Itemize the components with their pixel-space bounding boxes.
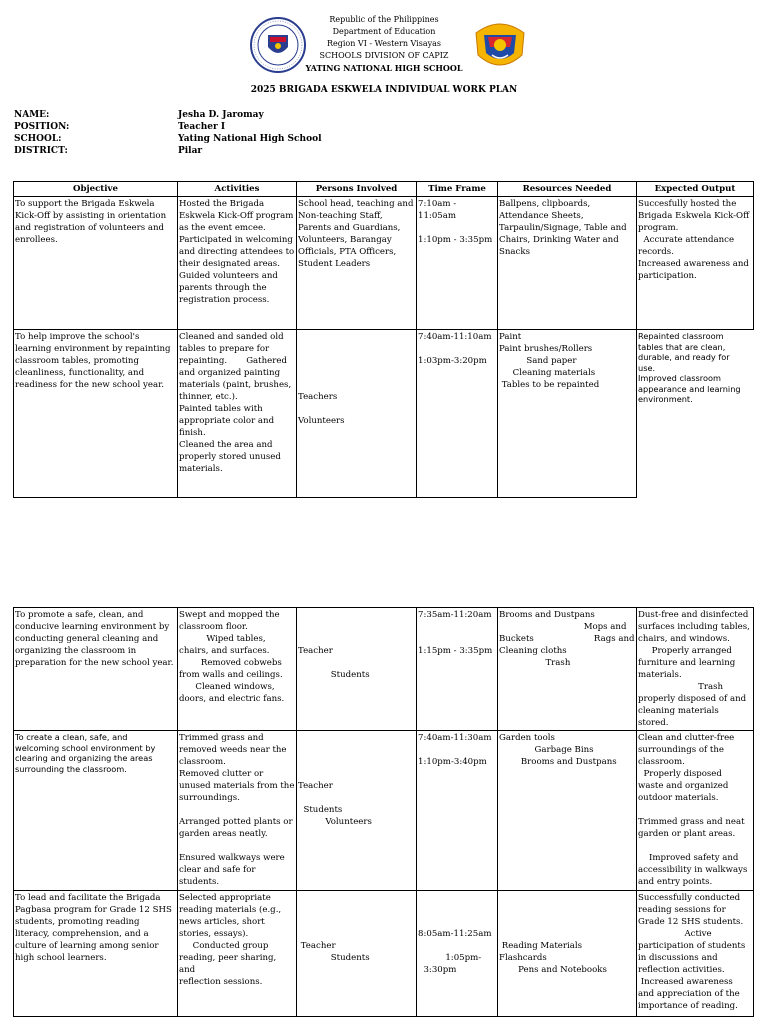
cell-line: Improved safety and (638, 853, 739, 863)
cell-line: Non-teaching Staff, (298, 211, 383, 221)
school-value: Yating National High School (178, 134, 322, 144)
cell-line: in discussions and (638, 953, 718, 963)
header-region: Region VI - Western Visayas (326, 39, 442, 48)
cell-line: Flashcards (499, 953, 547, 963)
cell-line: Clean and clutter-free (638, 733, 735, 743)
cell-line: conducting general cleaning and (15, 634, 159, 644)
cell-line: Swept and mopped the (179, 610, 280, 620)
activities-cell (178, 197, 297, 330)
cell-line: unused materials from the (179, 781, 295, 791)
cell-line (298, 621, 415, 633)
cell-line (179, 840, 295, 852)
cell-line: stored. (638, 718, 669, 728)
output-cell (637, 608, 754, 731)
cell-line: Garbage Bins (499, 745, 594, 755)
cell-line: Chairs, Drinking Water and (499, 235, 619, 245)
cell-line (298, 892, 415, 904)
cell-line (418, 222, 496, 234)
header-resources-needed: Resources Needed (498, 182, 637, 197)
activities-cell (178, 891, 297, 1017)
cell-line: removed weeds near the (179, 745, 287, 755)
cell-line (418, 744, 496, 756)
cell-line (298, 633, 415, 645)
cell-line: Students (298, 670, 370, 680)
cell-line: news articles, short (179, 917, 265, 927)
cell-line: tables that are clean, (638, 341, 726, 352)
cell-line: appropriate color and (179, 416, 275, 426)
cell-line: records. (638, 247, 674, 257)
cell-line (499, 904, 635, 916)
persons-cell (297, 891, 417, 1017)
cell-line: surfaces including tables, (638, 622, 750, 632)
cell-line (298, 732, 415, 744)
cell-line: Repainted classroom (638, 331, 724, 341)
activities-cell (178, 330, 297, 498)
cell-line (638, 804, 752, 816)
cell-line: Students (298, 805, 343, 815)
cell-line: Removed clutter or (179, 769, 264, 779)
cell-line: Guided volunteers and (179, 271, 278, 281)
cell-line: To create a clean, safe, and (15, 732, 128, 742)
cell-line (298, 756, 415, 768)
cell-line: Wiped tables, (179, 634, 266, 644)
cell-line (179, 804, 295, 816)
cell-line: registration process. (179, 295, 270, 305)
cell-line (638, 840, 752, 852)
cell-line: Hosted the Brigada (179, 199, 265, 209)
cell-line: from walls and ceilings. (179, 670, 283, 680)
cell-line (418, 633, 496, 645)
objective-cell (14, 891, 178, 1017)
resources-cell (498, 330, 637, 498)
header-objective: Objective (14, 182, 178, 197)
cell-line: Student Leaders (298, 259, 371, 269)
cell-line (298, 331, 415, 343)
cell-line: Brooms and Dustpans (499, 757, 617, 767)
header-activities: Activities (178, 182, 297, 197)
cell-line: garden areas neatly. (179, 829, 268, 839)
cell-line: readiness for the new school year. (15, 380, 164, 390)
cell-line (298, 379, 415, 391)
cell-line: stories, essays). (179, 929, 249, 939)
cell-line: Officials, PTA Officers, (298, 247, 397, 257)
cell-line: Increased awareness (638, 977, 733, 987)
cell-line: Grade 12 SHS students. (638, 917, 744, 927)
cell-line: Cleaning materials (499, 368, 596, 378)
table-row (14, 330, 754, 498)
persons-cell (297, 330, 417, 498)
cell-line: Students (298, 953, 370, 963)
resources-cell (498, 891, 637, 1017)
cell-line: Attendance Sheets, (499, 211, 584, 221)
cell-line: as the event emcee. (179, 223, 266, 233)
header-school: YATING NATIONAL HIGH SCHOOL (305, 63, 463, 73)
cell-line: conducive learning environment by (15, 622, 170, 632)
cell-line: 8:05am-11:25am (418, 929, 492, 939)
cell-line: thinner, etc.). (179, 392, 238, 402)
cell-line: and organized painting (179, 368, 281, 378)
cell-line: surrounding the classroom. (15, 763, 127, 774)
cell-line: Improved classroom (638, 373, 721, 383)
cell-line (298, 904, 415, 916)
cell-line: cleaning materials (638, 706, 719, 716)
cell-line: 7:40am-11:30am (418, 733, 492, 743)
cell-line: reading sessions for (638, 905, 726, 915)
cell-line: 1:05pm- (418, 953, 482, 963)
cell-line: To promote a safe, clean, and (15, 610, 144, 620)
cell-line (418, 343, 496, 355)
cell-line: Trash (638, 682, 724, 692)
cell-line: Pagbasa program for Grade 12 SHS (15, 905, 172, 915)
header-department: Department of Education (332, 27, 436, 36)
cell-line: Cleaning cloths (499, 646, 567, 656)
cell-line: 11:05am (418, 211, 457, 221)
position-label: POSITION: (14, 122, 70, 132)
cell-line: environment. (638, 394, 693, 404)
cell-line: learning environment by repainting (15, 344, 171, 354)
cell-line: 7:40am-11:10am (418, 332, 492, 342)
cell-line: materials (paint, brushes, (179, 380, 292, 390)
cell-line: appearance and learning (638, 383, 741, 394)
cell-line: organizing the classroom in (15, 646, 137, 656)
time-cell (417, 731, 498, 891)
cell-line: furniture and learning (638, 658, 736, 668)
cell-line: clearing and organizing the areas (15, 753, 153, 763)
cell-line: high school learners. (15, 953, 107, 963)
cell-line: Tables to be repainted (499, 380, 600, 390)
cell-line: Ballpens, clipboards, (499, 199, 591, 209)
cell-line (418, 916, 496, 928)
cell-line: Paint brushes/Rollers (499, 344, 593, 354)
cell-line: Cleaned windows, (179, 682, 275, 692)
cell-line (499, 916, 635, 928)
resources-cell (498, 731, 637, 891)
cell-line: enrollees. (15, 235, 58, 245)
table-header-row (14, 182, 754, 197)
header-republic: Republic of the Philippines (329, 15, 439, 24)
objective-cell (14, 608, 178, 731)
cell-line: Successfully conducted (638, 893, 741, 903)
resources-cell (498, 197, 637, 330)
school-label: SCHOOL: (14, 134, 62, 144)
cell-line: classroom. (179, 757, 226, 767)
cell-line: properly stored unused (179, 452, 281, 462)
cell-line: 3:30pm (418, 965, 457, 975)
cell-line: doors, and electric fans. (179, 694, 285, 704)
cell-line: program. (638, 223, 679, 233)
cell-line: tables to prepare for (179, 344, 270, 354)
name-label: NAME: (14, 110, 50, 120)
cell-line: To lead and facilitate the Brigada (15, 893, 161, 903)
cell-line: Tarpaulin/Signage, Table and (499, 223, 627, 233)
cell-line: Brigada Eskwela Kick-Off (638, 211, 750, 221)
table-row (14, 731, 754, 891)
cell-line: Painted tables with (179, 404, 263, 414)
cell-line (298, 367, 415, 379)
cell-line: their designated areas. (179, 259, 280, 269)
cell-line: use. (638, 362, 656, 373)
cell-line: Accurate attendance (638, 235, 735, 245)
cell-line: and directing attendees to (179, 247, 295, 257)
cell-line (298, 768, 415, 780)
document-title: 2025 BRIGADA ESKWELA INDIVIDUAL WORK PLAN (250, 85, 518, 95)
cell-line: garden or plant areas. (638, 829, 736, 839)
cell-line: Volunteers, Barangay (298, 235, 392, 245)
cell-line: 1:10pm - 3:35pm (418, 235, 493, 245)
cell-line (298, 744, 415, 756)
work-plan-table (13, 181, 754, 498)
time-cell (417, 330, 498, 498)
header-persons-involved: Persons Involved (297, 182, 417, 197)
cell-line (499, 928, 635, 940)
resources-cell (498, 608, 637, 731)
cell-line (418, 940, 496, 952)
cell-line: Reading Materials (499, 941, 583, 951)
cell-line: Conducted group (179, 941, 269, 951)
cell-line: culture of learning among senior (15, 941, 159, 951)
cell-line: Ensured walkways were (179, 853, 285, 863)
cell-line: surroundings. (179, 793, 240, 803)
persons-cell (297, 608, 417, 731)
cell-line: preparation for the new school year. (15, 658, 174, 668)
cell-line: reading materials (e.g., (179, 905, 282, 915)
table-row (14, 608, 754, 731)
cell-line: outdoor materials. (638, 793, 719, 803)
cell-line (418, 892, 496, 904)
cell-line: 7:10am - (418, 199, 457, 209)
cell-line: surroundings of the (638, 745, 724, 755)
cell-line: Selected appropriate (179, 893, 271, 903)
output-cell (637, 197, 754, 330)
cell-line: students. (179, 877, 220, 887)
objective-cell (14, 197, 178, 330)
name-value: Jesha D. Jaromay (178, 110, 264, 120)
cell-line: Mops and (499, 622, 627, 632)
table-row (14, 197, 754, 330)
output-cell (637, 330, 754, 498)
cell-line: Teacher (298, 941, 336, 951)
cell-line: reflection sessions. (179, 977, 263, 987)
cell-line: literacy, comprehension, and a (15, 929, 149, 939)
cell-line: waste and organized (638, 781, 729, 791)
cell-line: Sand paper (499, 356, 577, 366)
cell-line: 1:03pm-3:20pm (418, 356, 487, 366)
cell-line: chairs, and surfaces. (179, 646, 270, 656)
cell-line: To support the Brigada Eskwela (15, 199, 155, 209)
header-time-frame: Time Frame (417, 182, 498, 197)
cell-line: 1:10pm-3:40pm (418, 757, 487, 767)
position-value: Teacher I (178, 122, 226, 132)
cell-line: classroom. (638, 757, 685, 767)
cell-line: properly disposed of and (638, 694, 747, 704)
cell-line (298, 403, 415, 415)
cell-line: Pens and Notebooks (499, 965, 607, 975)
cell-line: Garden tools (499, 733, 555, 743)
cell-line: and entry points. (638, 877, 713, 887)
cell-line: repainting. Gathered (179, 356, 287, 366)
cell-line: Buckets Rags and (499, 634, 635, 644)
cell-line: Active (638, 929, 712, 939)
cell-line (298, 928, 415, 940)
output-cell (637, 891, 754, 1017)
cell-line: reflection activities. (638, 965, 725, 975)
cell-line: Teachers (298, 392, 338, 402)
time-cell (417, 891, 498, 1017)
cell-line: finish. (179, 428, 206, 438)
persons-cell (297, 731, 417, 891)
cell-line (418, 621, 496, 633)
cell-line (298, 916, 415, 928)
cell-line: classroom tables, promoting (15, 356, 139, 366)
cell-line: participation of students (638, 941, 746, 951)
cell-line: 1:15pm - 3:35pm (418, 646, 493, 656)
district-value: Pilar (178, 146, 203, 156)
cell-line (298, 609, 415, 621)
cell-line: Properly disposed (638, 769, 722, 779)
cell-line (298, 657, 415, 669)
cell-line: Dust-free and disinfected (638, 610, 749, 620)
persons-cell (297, 197, 417, 330)
cell-line: Paint (499, 332, 522, 342)
cell-line: Teacher (298, 646, 333, 656)
cell-line: and registration of volunteers and (15, 223, 165, 233)
cell-line: Snacks (499, 247, 530, 257)
objective-cell (14, 731, 178, 891)
cell-line: accessibility in walkways (638, 865, 748, 875)
cell-line (298, 355, 415, 367)
cell-line: welcoming school environment by (15, 742, 156, 753)
cell-line: materials. (179, 464, 223, 474)
cell-line: Succesfully hosted the (638, 199, 737, 209)
cell-line (418, 904, 496, 916)
cell-line: Teacher (298, 781, 333, 791)
cell-line: parents through the (179, 283, 267, 293)
cell-line: Kick-Off by assisting in orientation (15, 211, 167, 221)
cell-line: materials. (638, 670, 682, 680)
cell-line: importance of reading. (638, 1001, 738, 1011)
activities-cell (178, 731, 297, 891)
time-cell (417, 608, 498, 731)
cell-line: clear and safe for (179, 865, 256, 875)
output-cell (637, 731, 754, 891)
cell-line (298, 792, 415, 804)
cell-line: Properly arranged (638, 646, 732, 656)
cell-line: students, promoting reading (15, 917, 140, 927)
cell-line: Cleaned and sanded old (179, 332, 284, 342)
work-plan-table-continued (13, 607, 754, 1017)
cell-line: Volunteers (298, 416, 345, 426)
header-expected-output: Expected Output (637, 182, 754, 197)
objective-cell (14, 330, 178, 498)
cell-line: reading, peer sharing, and (179, 953, 280, 975)
cell-line: Removed cobwebs (179, 658, 282, 668)
cell-line: Brooms and Dustpans (499, 610, 595, 620)
cell-line: participation. (638, 271, 697, 281)
cell-line: 7:35am-11:20am (418, 610, 492, 620)
cell-line: Trimmed grass and (179, 733, 264, 743)
header-division: SCHOOLS DIVISION OF CAPIZ (319, 51, 449, 60)
district-label: DISTRICT: (14, 146, 68, 156)
cell-line: classroom floor. (179, 622, 248, 632)
cell-line: To help improve the school's (15, 332, 140, 342)
cell-line: Parents and Guardians, (298, 223, 401, 233)
cell-line: Cleaned the area and (179, 440, 273, 450)
cell-line: cleanliness, functionality, and (15, 368, 145, 378)
cell-line: Increased awareness and (638, 259, 749, 269)
cell-line: Volunteers (298, 817, 372, 827)
cell-line: Trimmed grass and neat (638, 817, 745, 827)
activities-cell (178, 608, 297, 731)
cell-line: Participated in welcoming (179, 235, 293, 245)
time-cell (417, 197, 498, 330)
cell-line: chairs, and windows. (638, 634, 730, 644)
cell-line: Arranged potted plants or (179, 817, 293, 827)
cell-line: durable, and ready for (638, 352, 730, 362)
cell-line (499, 892, 635, 904)
cell-line (298, 343, 415, 355)
table-row (14, 891, 754, 1017)
cell-line: Eskwela Kick-Off program (179, 211, 294, 221)
cell-line: Trash (499, 658, 571, 668)
cell-line: and appreciation of the (638, 989, 740, 999)
cell-line: School head, teaching and (298, 199, 414, 209)
